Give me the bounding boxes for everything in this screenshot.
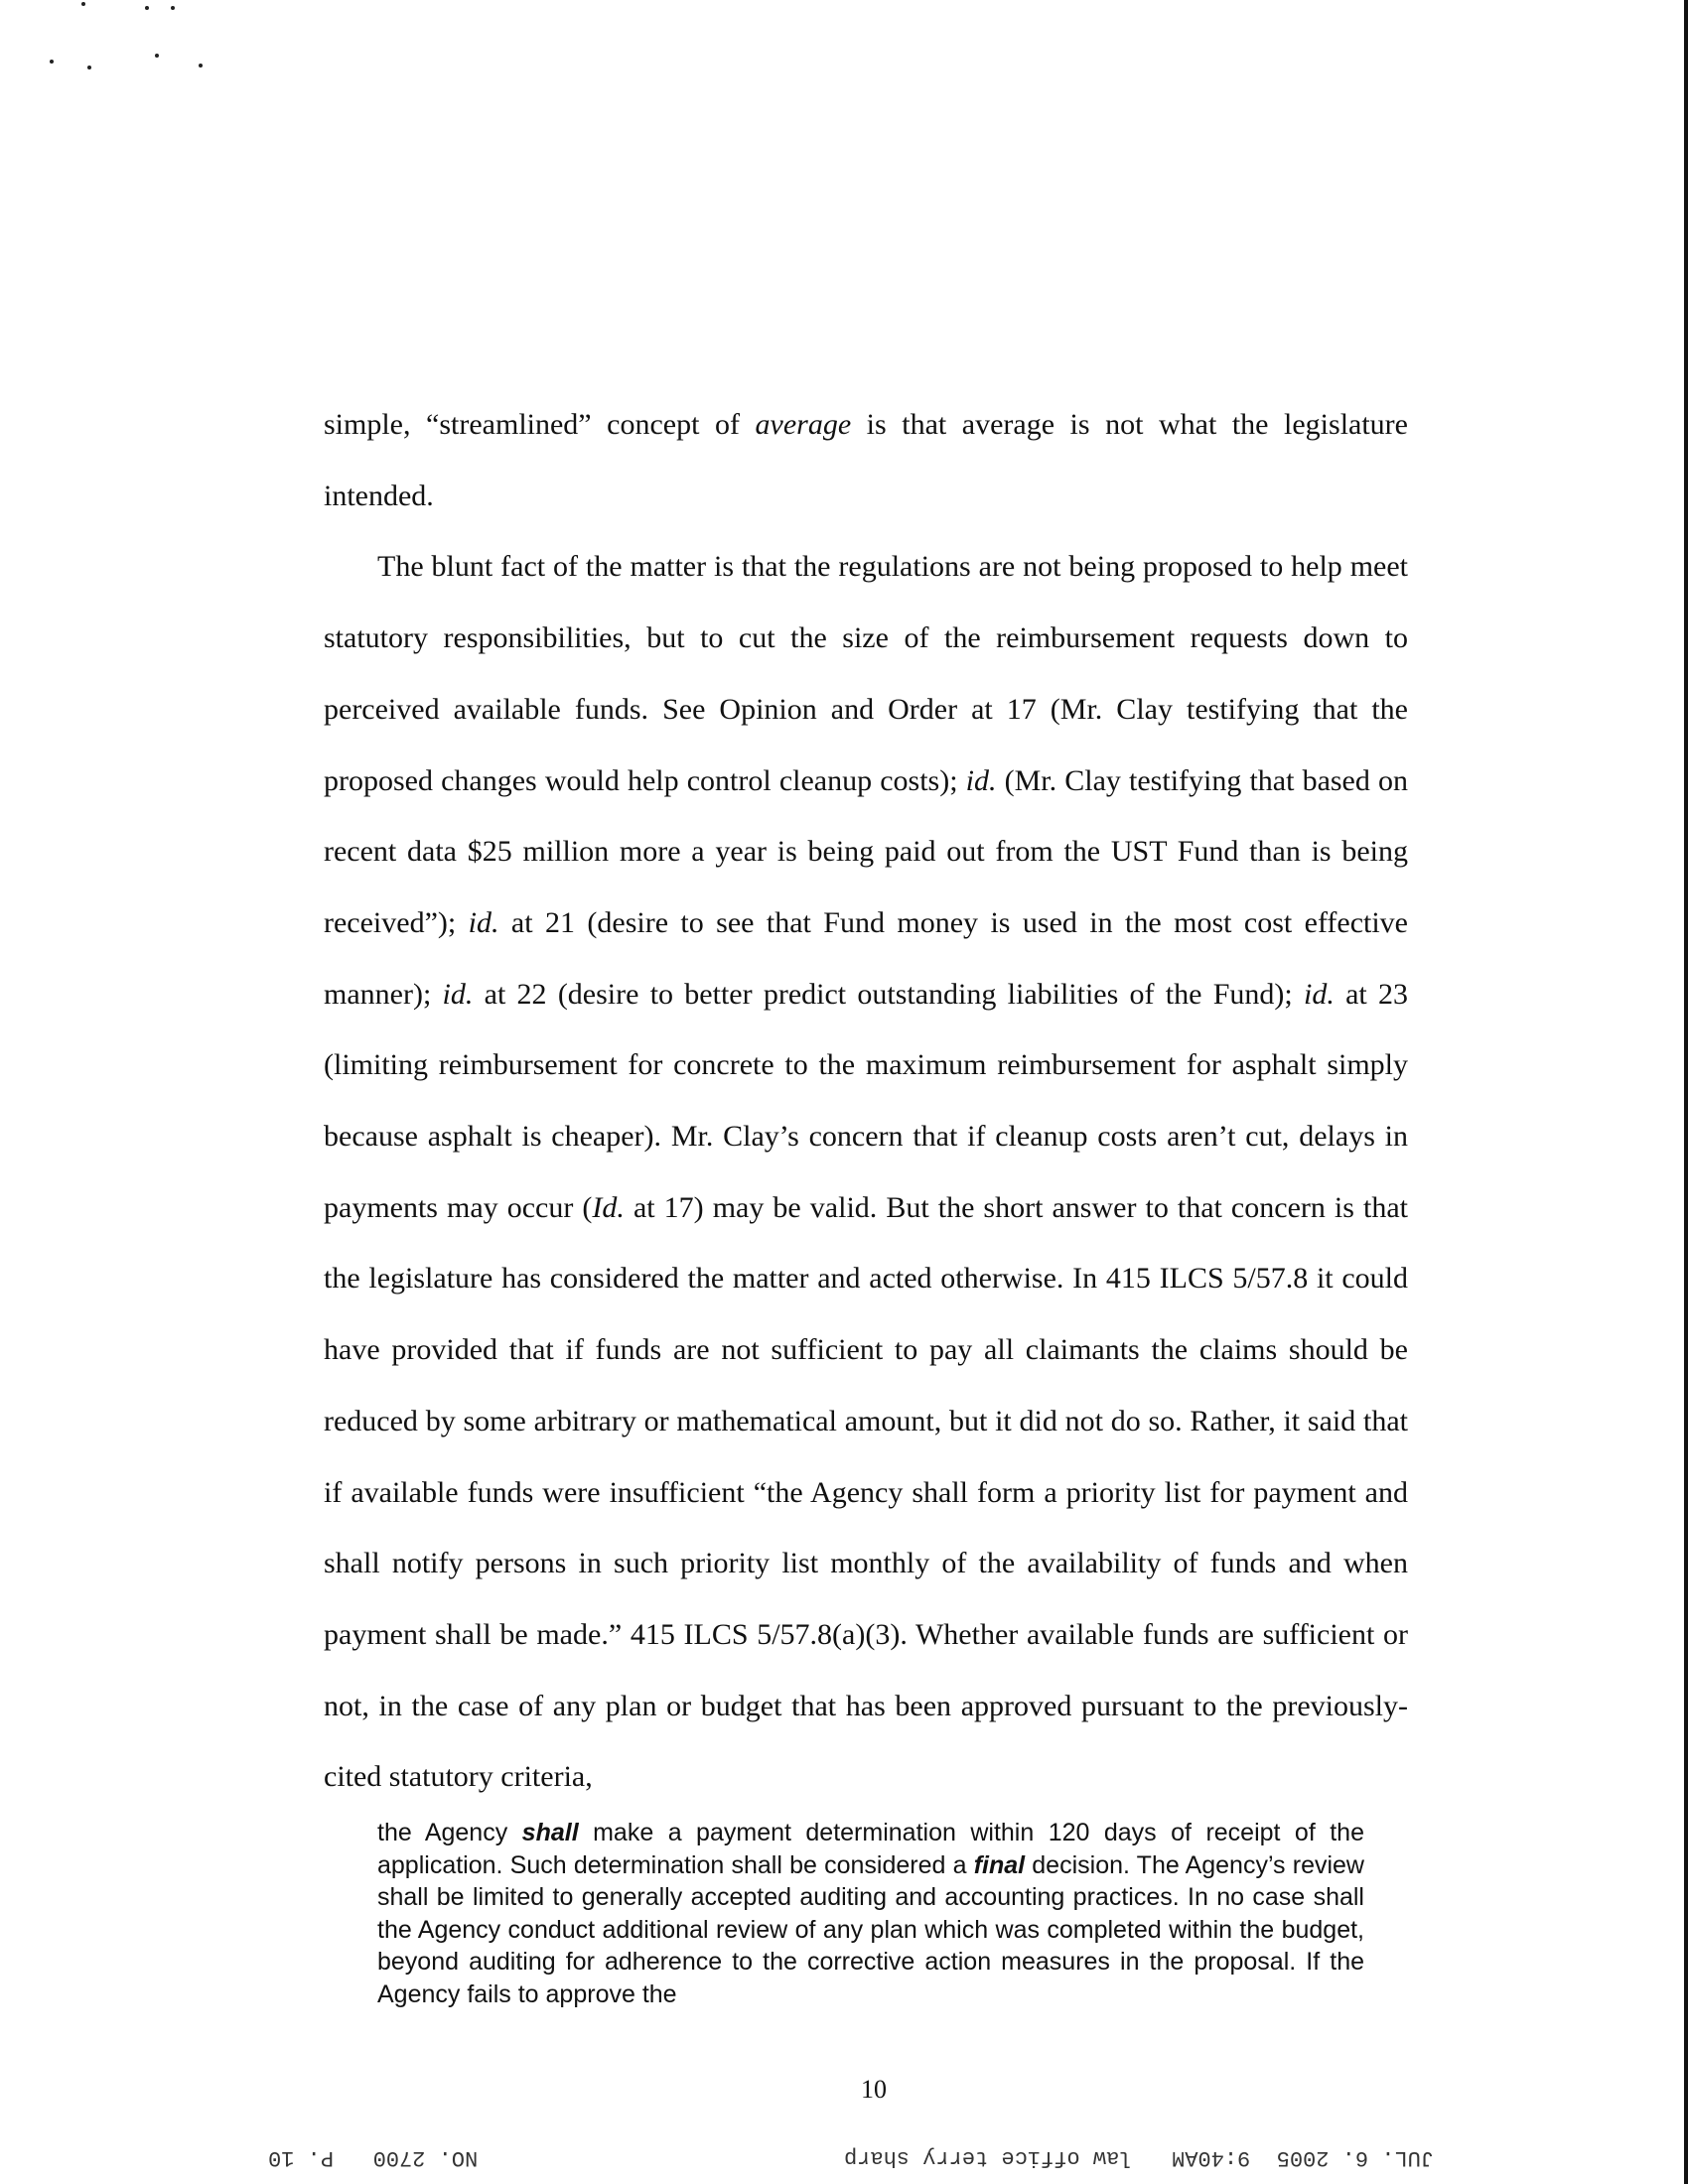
emphasis-bold-italic: shall: [521, 1819, 579, 1846]
document-body: [324, 389, 1408, 1813]
paragraph-2: [324, 531, 1408, 1813]
block-quote: [377, 1817, 1364, 2010]
italic-term: average: [755, 408, 852, 441]
page-edge-border: [1684, 0, 1688, 2184]
text-span: is that average is not what the legislature intended.: [324, 408, 1408, 512]
text-span: The blunt fact of the matter is that the regulations are not being proposed to help meet statutory responsibilities, but to cut the size of the reimbursement requests down to perceived available funds. See Opinion and Order at 17 (Mr. Clay testifying that the proposed changes would help control cleanup costs);: [324, 550, 1408, 797]
text-span: at 23 (limiting reimbursement for concrete to the maximum reimbursement for asphalt simply because asphalt is cheaper). Mr. Clay’s concern that if cleanup costs aren’t cut, delays in payments may occur (: [324, 977, 1409, 1224]
fax-footer-right: JUL. 6. 2005 9:40AM law office terry sharp: [844, 2145, 1435, 2170]
citation-id: id.: [1304, 977, 1335, 1011]
text-span: decision. The Agency’s review shall be limited to generally accepted auditing and accounting practices. In no case shall the Agency conduct additional review of any plan which was completed within the budget, beyond auditing for adherence to the corrective action measures in the proposal. If the Agency fails to approve the: [377, 1850, 1364, 2008]
text-span: the Agency: [377, 1819, 522, 1846]
citation-id: id.: [468, 905, 499, 939]
citation-id: Id.: [592, 1190, 625, 1224]
citation-id: id.: [965, 763, 997, 797]
emphasis-bold-italic: final: [973, 1850, 1026, 1879]
scan-specks: [40, 0, 218, 79]
fax-footer-left: NO. 2700 P. 10: [268, 2145, 479, 2170]
page-number: 10: [861, 2075, 887, 2104]
text-span: (Mr. Clay testifying that based on recent data $25 million more a year is being paid out from the UST Fund than is being received”);: [324, 763, 1408, 939]
citation-id: id.: [442, 977, 474, 1011]
text-span: make a payment determination within 120 days of receipt of the application. Such determination shall be considered a: [377, 1819, 1364, 1879]
text-span: at 21 (desire to see that Fund money is used in the most cost effective manner);: [324, 905, 1408, 1011]
text-span: at 17) may be valid. But the short answer to that concern is that the legislature has considered the matter and acted otherwise. In 415 ILCS 5/57.8 it could have provided that if funds are not sufficient to pay all claimants the claims should be reduced by some arbitrary or mathematical amount, but it did not do so. Rather, it said that if available funds were insufficient “the Agency shall form a priority list for payment and shall notify persons in such priority list monthly of the availability of funds and when payment shall be made.” 415 ILCS 5/57.8(a)(3). Whether available funds are sufficient or not, in the case of any plan or budget that has been approved pursuant to the previously-cited statutory criteria,: [324, 1190, 1408, 1794]
paragraph-1: [324, 389, 1408, 531]
text-span: at 22 (desire to better predict outstanding liabilities of the Fund);: [473, 977, 1304, 1011]
text-span: simple, “streamlined” concept of: [324, 408, 756, 441]
